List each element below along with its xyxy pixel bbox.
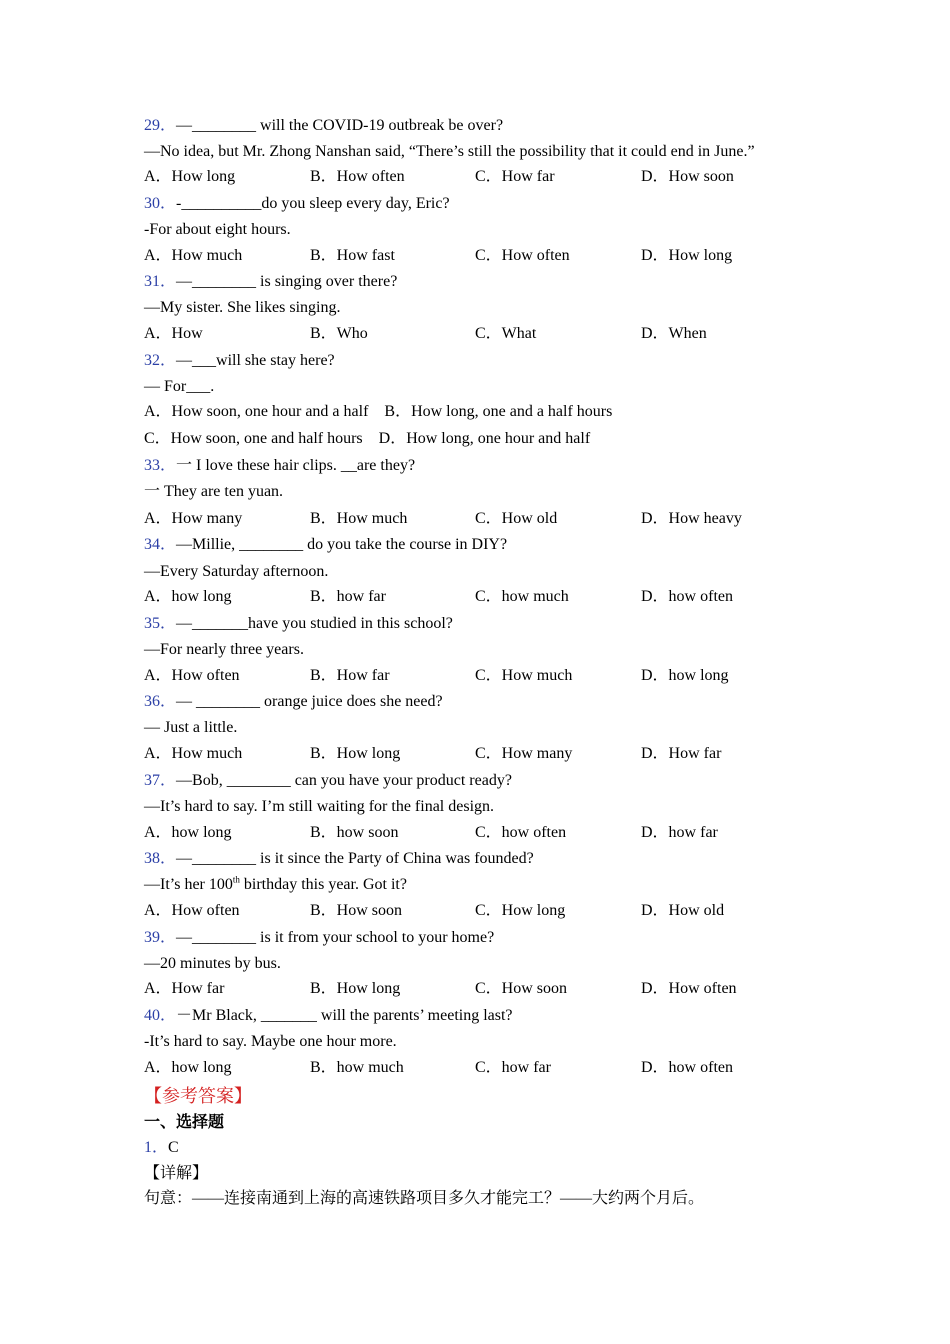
option-a[interactable]: A．How much <box>144 247 243 264</box>
question-number: 37． <box>144 772 177 789</box>
option-b[interactable]: B．How soon <box>310 902 403 919</box>
question-35-stem <box>144 614 453 634</box>
question-39-reply: —20 minutes by bus. <box>144 955 281 972</box>
question-text: —___will she stay here? <box>176 352 335 369</box>
question-text: —________ is it from your school to your home? <box>176 929 495 946</box>
question-text: —________ is it since the Party of China was founded? <box>176 850 534 867</box>
answer-1 <box>144 1138 179 1158</box>
question-number: 29． <box>144 117 177 134</box>
question-33-options <box>144 509 794 529</box>
option-b[interactable]: B．How much <box>310 510 408 527</box>
question-text: —________ is singing over there? <box>176 273 398 290</box>
question-37-reply: —It’s hard to say. I’m still waiting for the final design. <box>144 798 495 815</box>
answer-key-heading: 【参考答案】 <box>144 1086 252 1106</box>
option-b[interactable]: B．how soon <box>310 824 399 841</box>
option-d[interactable]: D．How heavy <box>641 510 742 527</box>
question-38-options <box>144 901 794 921</box>
question-31-stem <box>144 272 397 292</box>
option-d[interactable]: D．How long <box>641 247 733 264</box>
question-text: 一 I love these hair clips. __are they? <box>176 457 416 474</box>
option-a[interactable]: A．how long <box>144 824 232 841</box>
question-38-reply <box>144 875 407 895</box>
question-text: — ________ orange juice does she need? <box>176 693 443 710</box>
option-c[interactable]: C．How old <box>475 510 558 527</box>
question-number: 36． <box>144 693 177 710</box>
question-36-options <box>144 744 794 764</box>
option-b[interactable]: B．how far <box>310 588 386 605</box>
option-b[interactable]: B．How long <box>310 745 401 762</box>
option-a[interactable]: A．How much <box>144 745 243 762</box>
option-d[interactable]: D．How often <box>641 980 737 997</box>
option-c[interactable]: C．How often <box>475 247 570 264</box>
option-a[interactable]: A．how long <box>144 1059 232 1076</box>
option-c[interactable]: C．how much <box>475 588 569 605</box>
option-d[interactable]: D．When <box>641 325 707 342</box>
detail-label: 【详解】 <box>144 1165 209 1182</box>
answer-value: C <box>168 1139 179 1156</box>
option-c[interactable]: C．What <box>475 325 537 342</box>
option-c[interactable]: C．How long <box>475 902 566 919</box>
question-32-options-line-2[interactable]: C．How soon, one and half hours D．How long, one hour and half <box>144 430 591 447</box>
question-29-reply: —No idea, but Mr. Zhong Nanshan said, “There’s still the possibility that it could end in June.” <box>144 143 755 160</box>
question-32-reply: — For___. <box>144 378 215 395</box>
reply-text: birthday this year. Got it? <box>239 876 407 893</box>
question-number: 38． <box>144 850 177 867</box>
question-31-options <box>144 324 794 344</box>
option-b[interactable]: B．How fast <box>310 247 395 264</box>
question-30-options <box>144 246 794 266</box>
option-c[interactable]: C．how often <box>475 824 567 841</box>
question-30-stem <box>144 194 450 214</box>
question-number: 35． <box>144 615 177 632</box>
question-32-stem <box>144 351 335 371</box>
option-a[interactable]: A．How many <box>144 510 243 527</box>
question-38-stem <box>144 849 534 869</box>
question-33-reply: 一 They are ten yuan. <box>144 483 284 500</box>
question-text: —Millie, ________ do you take the course in DIY? <box>176 536 508 553</box>
question-35-reply: —For nearly three years. <box>144 641 304 658</box>
question-40-stem <box>144 1006 513 1026</box>
question-text: —Bob, ________ can you have your product ready? <box>176 772 512 789</box>
question-36-stem <box>144 692 443 712</box>
question-35-options <box>144 666 794 686</box>
option-a[interactable]: A．How <box>144 325 203 342</box>
question-text: —_______have you studied in this school? <box>176 615 453 632</box>
option-a[interactable]: A．How long <box>144 168 236 185</box>
option-b[interactable]: B．Who <box>310 325 368 342</box>
question-number: 31． <box>144 273 177 290</box>
question-number: 32． <box>144 352 177 369</box>
question-text: -__________do you sleep every day, Eric? <box>176 195 450 212</box>
option-a[interactable]: A．How often <box>144 667 240 684</box>
question-31-reply: —My sister. She likes singing. <box>144 299 341 316</box>
option-d[interactable]: D．How soon <box>641 168 734 185</box>
question-text: —________ will the COVID-19 outbreak be over? <box>176 117 504 134</box>
option-d[interactable]: D．how often <box>641 1059 733 1076</box>
answer-number: 1． <box>144 1139 169 1156</box>
option-d[interactable]: D．how often <box>641 588 733 605</box>
question-number: 30． <box>144 195 177 212</box>
question-30-reply: -For about eight hours. <box>144 221 291 238</box>
question-36-reply: — Just a little. <box>144 719 238 736</box>
question-number: 39． <box>144 929 177 946</box>
question-29-stem <box>144 116 503 136</box>
ordinal-suffix: th <box>232 874 240 885</box>
question-40-reply: -It’s hard to say. Maybe one hour more. <box>144 1033 397 1050</box>
question-34-stem <box>144 535 507 555</box>
question-40-options <box>144 1058 794 1078</box>
question-39-stem <box>144 928 494 948</box>
option-d[interactable]: D．how far <box>641 824 718 841</box>
question-37-stem <box>144 771 512 791</box>
question-39-options <box>144 979 794 999</box>
option-d[interactable]: D．How far <box>641 745 722 762</box>
question-37-options <box>144 823 794 843</box>
option-d[interactable]: D．How old <box>641 902 725 919</box>
reply-text: —It’s her 100 <box>144 876 233 893</box>
option-b[interactable]: B．how much <box>310 1059 404 1076</box>
question-number: 40． <box>144 1007 177 1024</box>
option-c[interactable]: C．How many <box>475 745 573 762</box>
question-34-options <box>144 587 794 607</box>
explanation-text: 句意：——连接南通到上海的高速铁路项目多久才能完工？——大约两个月后。 <box>144 1190 705 1207</box>
option-a[interactable]: A．How often <box>144 902 240 919</box>
option-b[interactable]: B．How long <box>310 980 401 997</box>
option-c[interactable]: C．How soon <box>475 980 568 997</box>
question-number: 33． <box>144 457 177 474</box>
option-b[interactable]: B．How far <box>310 667 390 684</box>
option-d[interactable]: D．how long <box>641 667 729 684</box>
question-32-options-line-1[interactable]: A．How soon, one hour and a half B．How long, one and a half hours <box>144 403 613 420</box>
question-number: 34． <box>144 536 177 553</box>
question-29-options <box>144 167 794 187</box>
option-b[interactable]: B．How often <box>310 168 405 185</box>
option-a[interactable]: A．How far <box>144 980 225 997</box>
option-c[interactable]: C．How much <box>475 667 573 684</box>
question-34-reply: —Every Saturday afternoon. <box>144 563 329 580</box>
option-a[interactable]: A．how long <box>144 588 232 605</box>
option-c[interactable]: C．How far <box>475 168 555 185</box>
question-33-stem <box>144 456 415 476</box>
section-heading: 一、选择题 <box>144 1114 225 1131</box>
option-c[interactable]: C．how far <box>475 1059 551 1076</box>
question-text: －Mr Black, _______ will the parents’ meeting last? <box>176 1007 513 1024</box>
